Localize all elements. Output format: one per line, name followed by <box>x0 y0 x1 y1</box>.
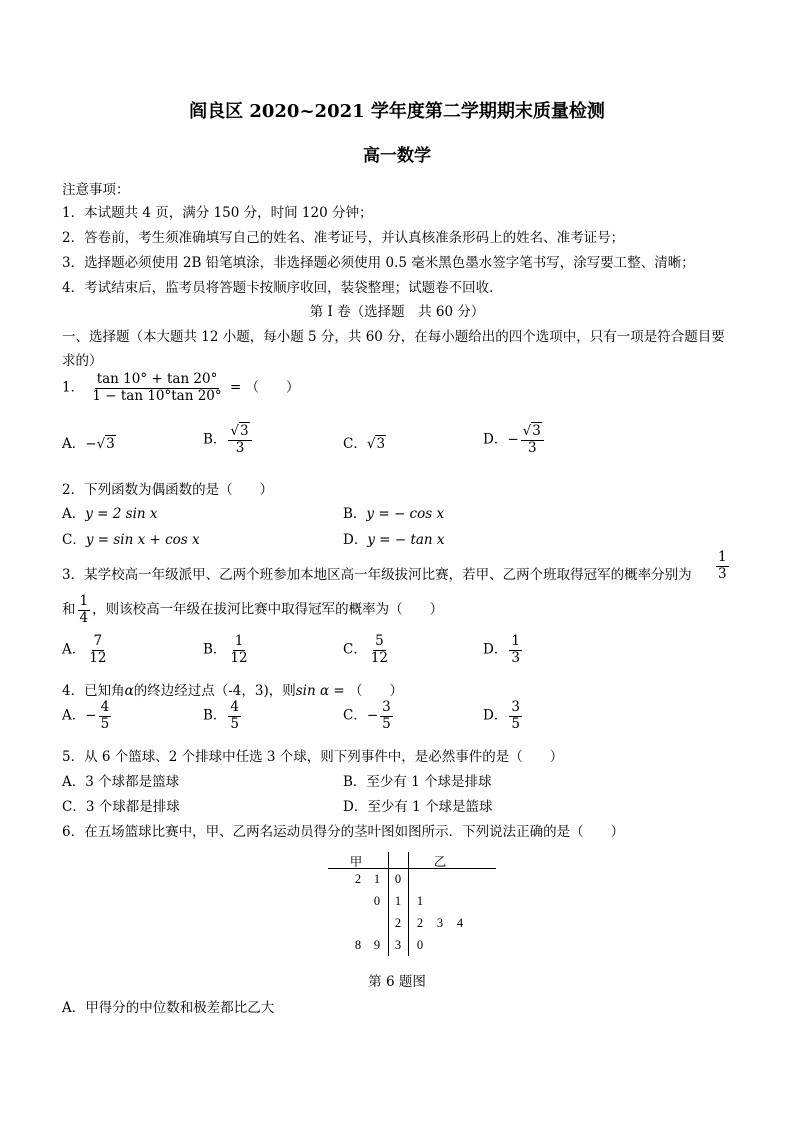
volume-title: 第 I 卷（选择题 共 60 分） <box>309 304 485 320</box>
leaf-right: 3 <box>436 916 444 930</box>
leaf-right: 4 <box>456 916 464 930</box>
numerator <box>521 424 544 441</box>
fraction <box>509 634 522 666</box>
fraction <box>228 634 249 666</box>
q4-option-c <box>343 700 395 732</box>
option-label: A． <box>62 436 86 452</box>
question-6: 6．在五场篮球比赛中，甲、乙两名运动员得分的茎叶图如图所示．下列说法正确的是（ ） <box>62 824 625 840</box>
q1-fraction <box>90 372 223 404</box>
denominator: 3 <box>718 565 727 582</box>
leaf-right: 1 <box>416 894 424 908</box>
alpha-symbol: α <box>124 683 134 699</box>
q5-option-a: A．3 个球都是篮球 <box>62 774 180 790</box>
leaf-left: 2 <box>354 872 362 886</box>
fraction <box>228 700 241 732</box>
radicand: 3 <box>106 436 115 452</box>
numerator <box>228 424 251 441</box>
q1-option-b <box>203 424 254 456</box>
q1-option-a <box>62 432 116 452</box>
denominator: 5 <box>382 715 391 732</box>
expression: y = 2 sin x <box>85 506 158 522</box>
option-label: A． <box>62 641 86 658</box>
figure-caption: 第 6 题图 <box>368 974 426 990</box>
q6-option-a: A．甲得分的中位数和极差都比乙大 <box>62 1000 275 1016</box>
stem-leaf-plot <box>328 852 496 964</box>
denominator: 3 <box>511 649 520 666</box>
denominator: 4 <box>79 609 89 626</box>
notice-item: 4．考试结束后，监考员将答题卡按顺序收回，装袋整理；试题卷不回收． <box>62 280 503 296</box>
radicand: 3 <box>376 436 386 452</box>
denominator: 12 <box>89 649 107 666</box>
numerator: 3 <box>511 699 520 715</box>
fraction <box>87 634 108 666</box>
q5-option-d: D．至少有 1 个球是篮球 <box>343 799 493 815</box>
q1-option-c <box>343 432 386 452</box>
fraction <box>716 550 729 582</box>
notice-item: 1．本试题共 4 页，满分 150 分，时间 120 分钟； <box>62 205 373 221</box>
numerator: 1 <box>511 633 520 649</box>
radicand: 3 <box>532 423 541 439</box>
stem-value: 3 <box>394 938 402 952</box>
leaf-left: 8 <box>354 938 362 952</box>
sqrt: √3 <box>522 423 541 439</box>
question-4 <box>62 679 403 699</box>
q2-option-c <box>62 528 200 548</box>
leaf-right: 2 <box>416 916 424 930</box>
q3-option-c <box>343 634 392 666</box>
numerator: 3 <box>382 699 391 715</box>
minus-sign: − <box>85 707 97 724</box>
denominator: 3 <box>527 439 537 456</box>
sin-expression: sin α <box>295 683 330 699</box>
denominator: 5 <box>511 715 520 732</box>
stem-divider-left <box>388 852 389 956</box>
question-2: 2．下列函数为偶函数的是（ ） <box>62 482 274 498</box>
expression: y = sin x + cos x <box>85 532 200 548</box>
minus-sign: − <box>85 436 97 452</box>
expression: y = − cos x <box>366 506 445 522</box>
stem-value: 0 <box>394 872 402 886</box>
denominator: 12 <box>230 649 248 666</box>
option-label: C． <box>343 436 367 452</box>
question-1 <box>62 372 300 404</box>
option-label: D． <box>483 641 508 658</box>
option-label: D． <box>483 431 508 448</box>
option-label: D． <box>483 707 508 724</box>
denominator: 12 <box>370 649 389 666</box>
text: = （ ） <box>329 683 403 699</box>
numerator: 4 <box>100 699 110 715</box>
fraction <box>369 634 390 666</box>
minus-sign: − <box>507 431 519 448</box>
stem-divider-right <box>408 852 409 956</box>
leaf-left: 9 <box>373 938 381 952</box>
question-3-line1: 3．某学校高一年级派甲、乙两个班参加本地区高一年级拔河比赛，若甲、乙两个班取得冠军的概率分别为 <box>62 567 692 583</box>
option-label: B． <box>203 431 227 448</box>
q1-tail: = （ ） <box>229 379 300 396</box>
q5-option-c: C．3 个球都是排球 <box>62 799 180 815</box>
question-5: 5．从 6 个篮球、2 个排球中任选 3 个球，则下列事件中，是必然事件的是（ ） <box>62 749 564 765</box>
exam-subtitle: 高一数学 <box>363 146 431 166</box>
q2-option-a <box>62 502 158 522</box>
option-label: C． <box>343 641 367 658</box>
section-heading-cont: 求的） <box>62 353 103 369</box>
numerator: 7 <box>93 633 103 649</box>
numerator: 4 <box>230 699 240 715</box>
header-rule <box>328 868 496 869</box>
option-label: A． <box>62 707 86 724</box>
text: ，则该校高一年级在拔河比赛中取得冠军的概率为（ ） <box>92 601 444 618</box>
question-number: 1． <box>62 379 85 396</box>
fraction <box>99 700 112 732</box>
text: 和 <box>62 601 76 618</box>
exam-title: 阎良区 2020~2021 学年度第二学期期末质量检测 <box>189 101 605 122</box>
denominator: 5 <box>100 715 110 732</box>
numerator: 1 <box>718 549 727 565</box>
q3-fraction-2 <box>78 594 91 626</box>
sqrt: √3 <box>366 436 386 452</box>
q1-option-d <box>483 424 546 456</box>
option-label: B． <box>203 641 227 658</box>
q3-option-b <box>203 634 252 666</box>
numerator: 1 <box>234 633 244 649</box>
header-yi: 乙 <box>433 855 447 869</box>
q3-option-d <box>483 634 524 666</box>
q1-numerator: tan 10° + tan 20° <box>96 371 218 387</box>
q4-option-a <box>62 700 113 732</box>
q2-option-d <box>343 528 445 548</box>
option-label: B． <box>343 506 367 522</box>
option-label: A． <box>62 506 86 522</box>
expression: y = − tan x <box>367 532 445 548</box>
radicand: 3 <box>240 423 249 439</box>
notice-heading: 注意事项： <box>62 182 130 198</box>
fraction <box>509 700 522 732</box>
leaf-left: 0 <box>373 894 381 908</box>
notice-item: 3．选择题必须使用 2B 铅笔填涂，非选择题必须使用 0.5 毫米黑色墨水签字笔书写，涂写要工整、清晰； <box>62 255 695 271</box>
header-jia: 甲 <box>349 855 363 869</box>
q1-denominator: 1 − tan 10°tan 20° <box>92 387 222 404</box>
option-label: C． <box>62 532 86 548</box>
denominator: 3 <box>235 439 245 456</box>
fraction <box>521 424 544 456</box>
numerator: 5 <box>375 633 384 649</box>
denominator: 5 <box>230 715 240 732</box>
option-label: B． <box>203 707 227 724</box>
question-3-line2 <box>62 594 443 626</box>
sqrt: √3 <box>230 423 249 439</box>
leaf-right: 0 <box>416 938 424 952</box>
notice-item: 2．答卷前，考生须准确填写自己的姓名、准考证号，并认真核准条形码上的姓名、准考证号； <box>62 230 625 246</box>
q3-option-a <box>62 634 110 666</box>
sqrt: √3 <box>96 436 115 452</box>
text: 4．已知角 <box>62 683 125 699</box>
q4-option-d <box>483 700 524 732</box>
numerator: 1 <box>79 593 89 609</box>
fraction <box>228 424 251 456</box>
minus-sign: − <box>366 707 379 724</box>
q4-option-b <box>203 700 243 732</box>
fraction <box>380 700 393 732</box>
stem-value: 1 <box>394 894 402 908</box>
option-label: C． <box>343 707 367 724</box>
q5-option-b: B．至少有 1 个球是排球 <box>343 774 492 790</box>
option-label: D． <box>343 532 368 548</box>
stem-value: 2 <box>394 916 402 930</box>
text: 的终边经过点（-4，3)，则 <box>133 683 296 699</box>
q3-fraction-1 <box>714 550 731 582</box>
section-heading: 一、选择题（本大题共 12 小题，每小题 5 分，共 60 分，在每小题给出的四个选项中，只有一项是符合题目要 <box>62 329 725 345</box>
leaf-left: 1 <box>373 872 381 886</box>
q2-option-b <box>343 502 444 522</box>
